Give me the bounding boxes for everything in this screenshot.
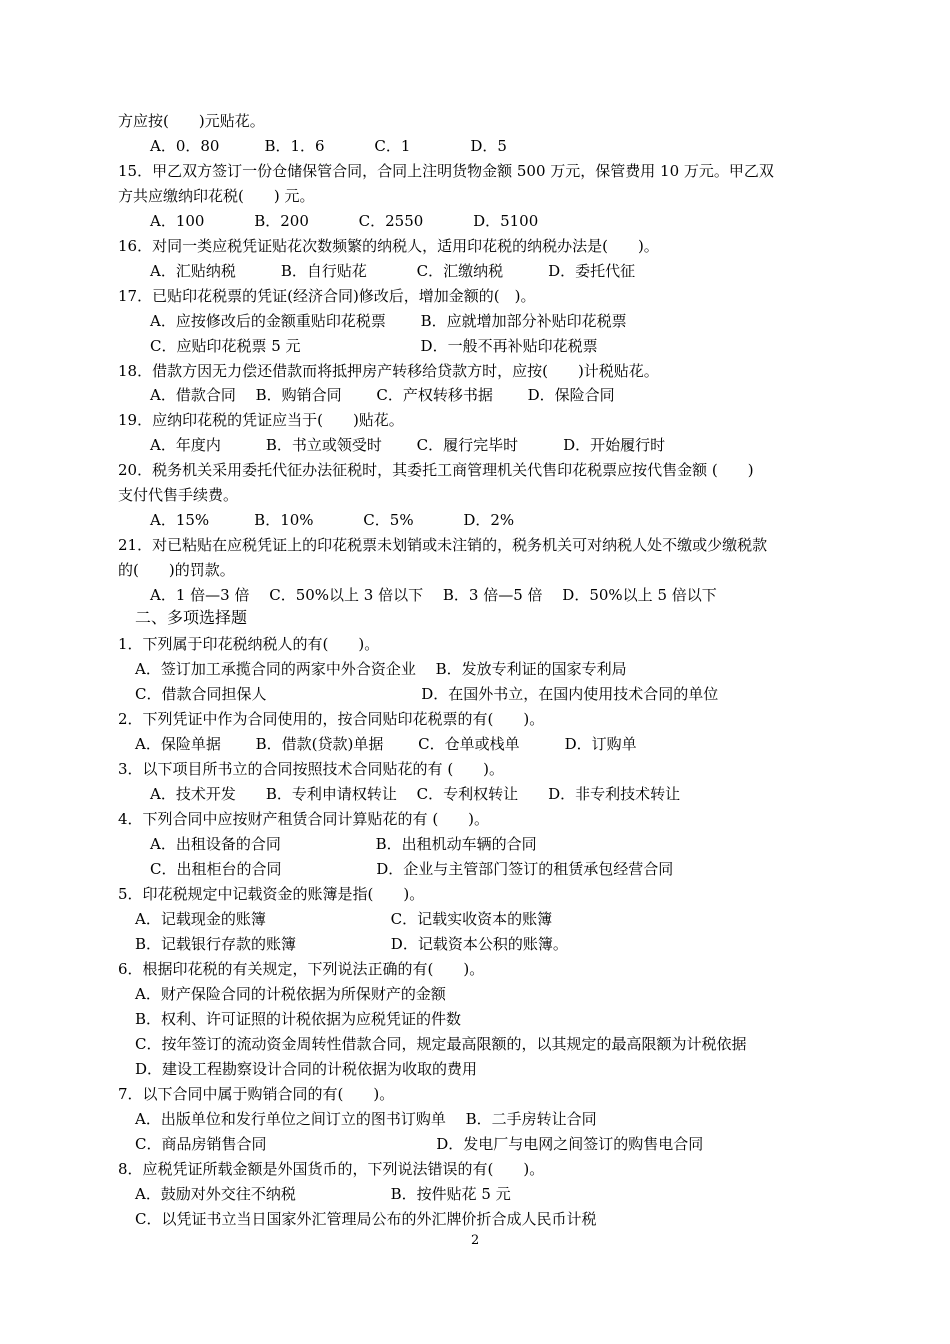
multi-question-1: 1．下列属于印花税纳税人的有( )。 — [118, 635, 380, 653]
multi-question-2: 2．下列凭证中作为合同使用的，按合同贴印花税票的有( )。 — [118, 710, 545, 728]
option-line: A．年度内 B．书立或领受时 C．履行完毕时 D．开始履行时 — [150, 436, 666, 454]
question-16: 16．对同一类应税凭证贴花次数频繁的纳税人，适用印花税的纳税办法是( )。 — [118, 237, 659, 255]
option-line: A．记载现金的账簿 C．记载实收资本的账簿 — [135, 910, 553, 928]
option-line: A．1 倍—3 倍 C．50%以上 3 倍以下 B．3 倍—5 倍 D．50%以上 5 倍以下 — [150, 586, 717, 604]
option-line: C．应贴印花税票 5 元 D．一般不再补贴印花税票 — [150, 337, 598, 355]
text-line: 支付代售手续费。 — [118, 486, 239, 504]
multi-question-5: 5．印花税规定中记载资金的账簿是指( )。 — [118, 885, 425, 903]
option-line: A．借款合同 B．购销合同 C．产权转移书据 D．保险合同 — [150, 386, 615, 404]
text-line: 的( )的罚款。 — [118, 561, 235, 579]
option-line: B．记载银行存款的账簿 D．记载资本公积的账簿。 — [135, 935, 568, 953]
option-line: A．出版单位和发行单位之间订立的图书订购单 B．二手房转让合同 — [135, 1110, 597, 1128]
option-line: A．0．80 B．1．6 C．1 D．5 — [150, 137, 507, 155]
option-line: A．100 B．200 C．2550 D．5100 — [150, 212, 539, 230]
question-15: 15．甲乙双方签订一份仓储保管合同，合同上注明货物金额 500 万元，保管费用 10 万元。甲乙双 — [118, 162, 774, 180]
option-line: C．商品房销售合同 D．发电厂与电网之间签订的购售电合同 — [135, 1135, 704, 1153]
multi-question-4: 4．下列合同中应按财产租赁合同计算贴花的有 ( )。 — [118, 810, 490, 828]
option-line: B．权利、许可证照的计税依据为应税凭证的件数 — [135, 1010, 462, 1028]
option-line: A．鼓励对外交往不纳税 B．按件贴花 5 元 — [135, 1185, 511, 1203]
question-21: 21．对已粘贴在应税凭证上的印花税票未划销或未注销的，税务机关可对纳税人处不缴或少缴税款 — [118, 536, 768, 554]
option-line: C．出租柜台的合同 D．企业与主管部门签订的租赁承包经营合同 — [150, 860, 674, 878]
multi-question-6: 6．根据印花税的有关规定，下列说法正确的有( )。 — [118, 960, 485, 978]
option-line: D．建设工程勘察设计合同的计税依据为收取的费用 — [135, 1060, 478, 1078]
option-line: C．按年签订的流动资金周转性借款合同，规定最高限额的，以其规定的最高限额为计税依据 — [135, 1035, 747, 1053]
option-line: C．借款合同担保人 D．在国外书立，在国内使用技术合同的单位 — [135, 685, 719, 703]
page-number: 2 — [471, 1233, 480, 1248]
option-line: A．汇贴纳税 B．自行贴花 C．汇缴纳税 D．委托代征 — [150, 262, 636, 280]
question-19: 19．应纳印花税的凭证应当于( )贴花。 — [118, 411, 404, 429]
option-line: A．15% B．10% C．5% D．2% — [150, 511, 515, 529]
text-line: 方共应缴纳印花税( ) 元。 — [118, 187, 315, 205]
question-17: 17．已贴印花税票的凭证(经济合同)修改后，增加金额的( )。 — [118, 287, 536, 305]
text-line: 方应按( )元贴花。 — [118, 112, 265, 130]
question-18: 18．借款方因无力偿还借款而将抵押房产转移给贷款方时，应按( )计税贴花。 — [118, 362, 659, 380]
multi-question-8: 8．应税凭证所载金额是外国货币的，下列说法错误的有( )。 — [118, 1160, 545, 1178]
option-line: A．财产保险合同的计税依据为所保财产的金额 — [135, 985, 446, 1003]
option-line: C．以凭证书立当日国家外汇管理局公布的外汇牌价折合成人民币计税 — [135, 1210, 597, 1228]
multi-question-7: 7．以下合同中属于购销合同的有( )。 — [118, 1085, 395, 1103]
option-line: A．保险单据 B．借款(贷款)单据 C．仓单或栈单 D．订购单 — [135, 735, 637, 753]
option-line: A．技术开发 B．专利申请权转让 C．专利权转让 D．非专利技术转让 — [150, 785, 681, 803]
multi-question-3: 3．以下项目所书立的合同按照技术合同贴花的有 ( )。 — [118, 760, 505, 778]
option-line: A．签订加工承揽合同的两家中外合资企业 B．发放专利证的国家专利局 — [135, 660, 627, 678]
question-20: 20．税务机关采用委托代征办法征税时，其委托工商管理机关代售印花税票应按代售金额 ( ) — [118, 461, 754, 479]
section-heading: 二、多项选择题 — [135, 608, 248, 627]
option-line: A．应按修改后的金额重贴印花税票 B．应就增加部分补贴印花税票 — [150, 312, 627, 330]
option-line: A．出租设备的合同 B．出租机动车辆的合同 — [150, 835, 537, 853]
